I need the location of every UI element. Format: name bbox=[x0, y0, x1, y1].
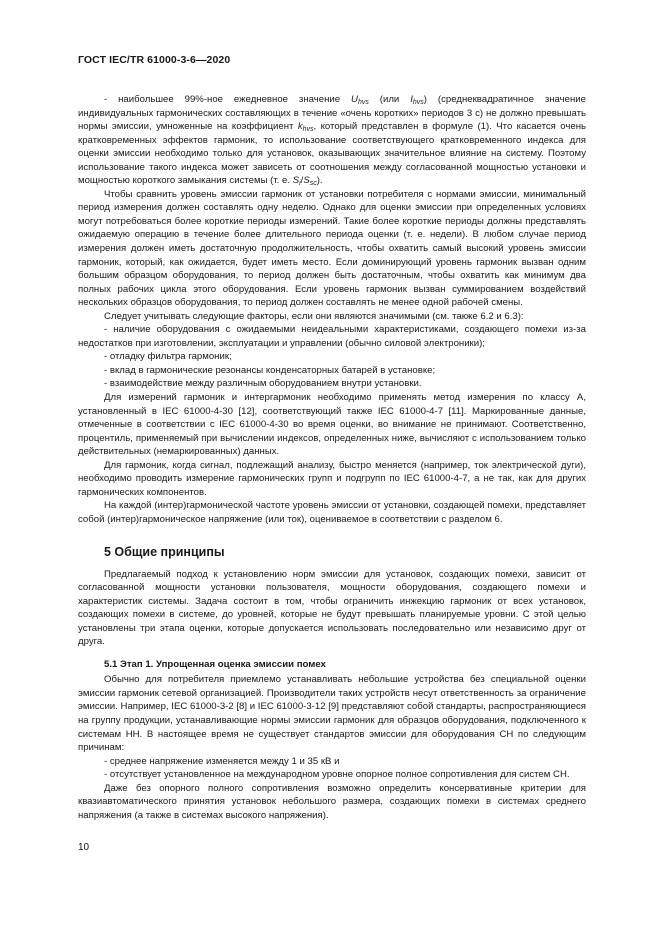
paragraph: - наибольшее 99%-ное ежедневное значение $U_{hvs}$ (или $I_{hvs}$) (среднеквадратичное значение индивидуальных гармонических составляющих в течение «очень коротких» периодов 3 с) не должно превышать нормы эмиссии, умноженные на коэффициент $k_{hvs}$, который представлен в формуле (1). Что касается очень кратковременных эффектов гармоник, то использование соответствующего кратковременного индекса для оценки эмиссии необходимо только для установок, оказывающих значительное влияние на систему. Поэтому использование такого индекса может зависеть от соотношения между согласованной мощностью установки и мощностью короткого замыкания системы (т. е. $S_i/S_{sc}$). bbox=[78, 94, 586, 188]
document-body bbox=[78, 93, 586, 822]
list-item: - вклад в гармонические резонансы конденсаторных батарей в установке; bbox=[104, 364, 436, 376]
paragraph: На каждой (интер)гармонической частоте уровень эмиссии от установки, создающей помехи, представляет собой (интер)гармоническое напряжение (или ток), оцениваемое в соответствии с разделом 6. bbox=[78, 500, 586, 525]
page-header: ГОСТ IEC/TR 61000-3-6—2020 bbox=[78, 54, 231, 66]
paragraph: Даже без опорного полного сопротивления возможно определить консервативные критерии для квазиавтоматического принятия установок небольшого размера, создающих помехи в системах среднего напряжения (а также в системах высокого напряжения). bbox=[78, 782, 586, 821]
paragraph: Следует учитывать следующие факторы, если они являются значимыми (см. также 6.2 и 6.3): bbox=[104, 310, 524, 322]
page-number: 10 bbox=[78, 842, 90, 853]
list-item: - отладку фильтра гармоник; bbox=[104, 351, 232, 363]
list-item: - среднее напряжение изменяется между 1 и 35 кВ и bbox=[104, 755, 340, 767]
paragraph: Для измерений гармоник и интергармоник необходимо применять метод измерения по классу А, установленный в IEC 61000-4-30 [12], соответствующий также IEC 61000-4-7 [11]. Маркированные данные, отмеченные в соответствии с IEC 61000-4-30 во время оценки, во внимание не принимают. Соответственно, процентиль, применяемый при вычислении индексов, определенных ниже, вычисляют с использованием только действительных (немаркированных) данных. bbox=[78, 392, 586, 458]
list-item: - отсутствует установленное на международном уровне опорное полное сопротивления для систем СН. bbox=[104, 769, 570, 781]
subsection-heading: 5.1 Этап 1. Упрощенная оценка эмиссии помех bbox=[104, 658, 326, 670]
paragraph: Для гармоник, когда сигнал, подлежащий анализу, быстро меняется (например, ток электрической дуги), необходимо проводить измерение гармонических групп и подгрупп по IEC 61000-4-7, а не так, как для других гармонических компонентов. bbox=[78, 459, 586, 498]
paragraph: Предлагаемый подход к установлению норм эмиссии для установок, создающих помехи, зависит от согласованной мощности установки пользователя, мощности оборудования, создающего помехи и характеристик системы. Задача состоит в том, чтобы ограничить инжекцию гармоник от всех установок, создающих помехи в системе, до уровней, которые не будут превышать планируемые уровни. С этой целью установлены три этапа оценки, которые допускается использовать последовательно или независимо друг от друга. bbox=[78, 568, 586, 648]
paragraph: Чтобы сравнить уровень эмиссии гармоник от установки потребителя с нормами эмиссии, минимальный период измерения должен составлять одну неделю. Однако для оценки эмиссии при определенных условиях могут потребоваться более короткие периоды измерений. Такие более короткие периоды должны представлять ожидаемую операцию в течение более длительного периода оценки (т. е. недели). В любом случае период измерения должен иметь достаточную продолжительность, чтобы охватить самый высокий уровень эмиссии гармоник, который, как ожидается, будет иметь место. Если доминирующий уровень гармоник вызван одним большим образцом оборудования, то период должен быть достаточным, чтобы охватить как минимум два полных рабочих цикла этого оборудования. Если уровень гармоник вызван суммированием воздействий нескольких образцов оборудования, то период должен составлять не менее одной рабочей смены. bbox=[78, 188, 586, 309]
paragraph: Обычно для потребителя приемлемо устанавливать небольшие устройства без специальной оценки эмиссии гармоник сетевой организацией. Производители таких устройств несут ответственность за ограничение эмиссии. Например, IEC 61000-3-2 [8] и IEC 61000-3-12 [9] представляют собой стандарты, распространяющиеся на группу продукции, устанавливающие нормы эмиссии гармоник для образцов оборудования, подключенного к системам НН. В настоящее время не существует стандартов эмиссии для оборудования СН по следующим причинам: bbox=[78, 674, 586, 754]
list-item: - взаимодействие между различным оборудованием внутри установки. bbox=[104, 378, 422, 390]
list-item: - наличие оборудования с ожидаемыми неидеальными характеристиками, создающего помехи из-за недостатков при изготовлении, эксплуатации и управлении (обычно силовой электроники); bbox=[78, 324, 586, 349]
section-heading: 5 Общие принципы bbox=[104, 544, 225, 559]
